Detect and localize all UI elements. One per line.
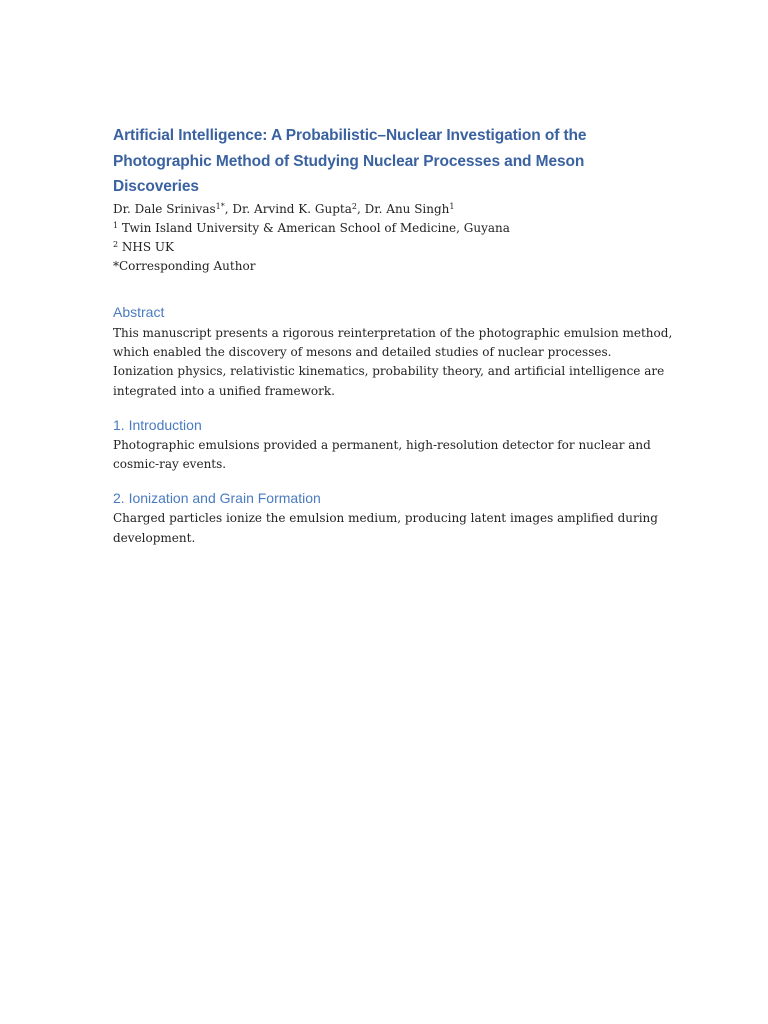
- paper-title: Artificial Intelligence: A Probabilistic–Nuclear Investigation of the Photographic Method of Studying Nuclear Processes and Meson Discoveries: [113, 127, 587, 195]
- affiliation-line: [113, 219, 673, 238]
- affiliation-mark: 1: [113, 220, 119, 230]
- affiliation-mark: 2: [113, 240, 119, 250]
- author-name: Dr. Dale Srinivas: [113, 201, 216, 216]
- affiliation-text: NHS UK: [118, 240, 174, 255]
- corresponding-author-note: *Corresponding Author: [113, 259, 256, 274]
- affiliation-mark: 1: [215, 201, 221, 211]
- section-heading-introduction: 1. Introduction: [113, 416, 202, 433]
- affiliation-mark: 2: [351, 201, 357, 211]
- abstract-text: This manuscript presents a rigorous reinterpretation of the photographic emulsion method, which enabled the discovery of mesons and detailed studies of nuclear processes. Ionization physics, relativistic kinematics, probability theory, and artificial intelligence are integrated into a unified framework.: [113, 325, 673, 398]
- ionization-text: Charged particles ionize the emulsion medium, producing latent images amplified during development.: [113, 511, 658, 545]
- affiliation-text: Twin Island University & American School of Medicine, Guyana: [118, 220, 510, 235]
- affiliation-line: [113, 238, 673, 257]
- affiliation-mark: 1: [449, 201, 455, 211]
- author-list: [113, 200, 673, 219]
- section-heading-ionization: 2. Ionization and Grain Formation: [113, 490, 321, 507]
- corresponding-mark: *: [220, 201, 225, 211]
- author-separator: ,: [356, 201, 365, 216]
- section-heading-abstract: Abstract: [113, 303, 165, 320]
- author-name: Dr. Anu Singh: [364, 201, 450, 216]
- introduction-text: Photographic emulsions provided a permanent, high-resolution detector for nuclear and cosmic-ray events.: [113, 437, 651, 472]
- author-name: Dr. Arvind K. Gupta: [232, 201, 352, 216]
- paper-content: [113, 123, 673, 548]
- author-separator: ,: [224, 201, 233, 216]
